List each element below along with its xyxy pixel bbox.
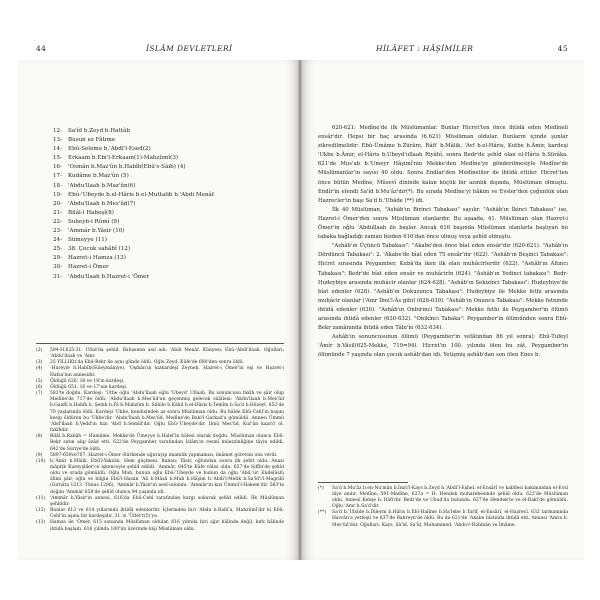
list-item: [44, 163, 244, 172]
list-item-name: Sümeyye (11): [68, 237, 107, 244]
right-page-number: 45: [557, 44, 568, 53]
footnote-marker: (5): [36, 378, 43, 384]
body-paragraph: "Ashâb'ın Üçüncü Tabakası": "Akabe'den önce bîat eden ensâr'dır (620-621). "Ashâb'ın Dördüncü Tabakası": 2. 'Akabe'de bîat eden 75 ensâr'dır (622). "Ashâb'ın Beşinci Tabakası": Hicret sırasında Peygamber, Kubâ'da iken ilk olan muhâcirlerdir (622). "Ashâb'ın Altıncı Tabakası": Bedr'de bîat eden ensâr ve muhâcirîn (624). "Ashâb'ın Yedinci tabakası": Bedr-Hudeybiye arasında muhâcir olanlar (624-628). "Ashâb'ın Sekizinci Tabakası": Hudeybiye'de bîat edenler (628). "Ashâb'ın Dokuzuncu Tabakası": Hudeybiye ile Mekke fethi arasında muhâcir olanlar ('Amr İbni'l-Âs gibi) (628-630). "Ashâb'ın Onuncu Tabakası": Mekke fetninde ihtidâ edenler (630). "Ashâb'ın Onbirinci Tabakası": Mekke fethi ile Peygamber'in ölümü arasında ihtidâ edenler (630-632). "Onikinci Tabaka": Peygamber'in ölümünden sonra Ebû-Bekr zamânında ihtidâ eden Tâbi'în (632-634).: [318, 243, 568, 332]
footnote-text: 5897-659ve707. Hazret-i Ömer ölürkende uğurayıp imamlık yapmamızı, imâmet görevini ona verdi.: [50, 452, 278, 458]
companions-list: [44, 127, 244, 282]
list-item-name: Ebû-Seleme b.'Abdi'l-Esed(2): [68, 146, 151, 153]
list-item: [44, 182, 244, 191]
right-footnote-rule: [318, 482, 408, 483]
list-item-name: Ebû-'Ubeyde b.el-Hâris b.el-Muttalib b.'Abdi Menâf: [68, 191, 214, 198]
list-item-number: 23-: [52, 228, 62, 235]
body-paragraph: 620-621: Medîne'de ilk Müslümanlar. Bunlar Hicret'ten önce ihtidâ eden Medîneli ensâr'dır. Hepsi bir haç arasında (6.621) Müslüman oldular. Bunların içinde şunlar zikredilmelidir: Ebû-Ümâme b.Zürâre, Râfi' b.Mâlik, 'Avf b.el-Hâris, Kutbe b.Âmir, kardeşi 'Ukbe b.Âmir, el-Hâris b.Ubeyd'ullaah Riyâhî, sonra Bedr'de şehîd olan el-Hâris b.Sürâka. 621'de Mus'ab b.'Umeyr Hâşimî'nin Mekke'den Medîne'ye gönderilmesiyle Medîne'de Müslümanlar'ın sayısı 40 oldu. Sonra Endîar'den Medîneliler de ihtidâ ettiler. Hicret'ten önce bütün Medîne, Mûsevî dininde kalan küçük bir azınlık dışında, Müslüman olmuştu. Endîr'in efendi Sa'îd b.Mu'âz'dır(*). Bu sırada Medîne'yi hâkim ve Evsler'den çoğunluk olan Hazrecler'in başı Sa'd b.'Ubâde (**) idi.: [318, 125, 568, 204]
list-item: [44, 245, 244, 254]
list-item-number: 18-: [52, 182, 62, 189]
list-item-number: 22-: [52, 218, 62, 225]
list-item: [44, 236, 244, 245]
list-item-name: 38. Çocuk sahâbî (12): [68, 246, 130, 253]
list-item-number: 15-: [52, 155, 62, 162]
list-item: [44, 273, 244, 282]
body-paragraph: İlk 40 Müslüman, "Ashâb'ın Birinci Tabakası" sayılır. "Ashâb'ın İkinci Tabakası" ise, Hazret-i Ömer'den sonra Müslüman olanlardır. Bu aşaada, 41. Müslüman olan Hazret-i Ömer'in oğlu 'Abdullaah ile başlar. Ancak 616 başında Müslüman olanlarla başlıyan bu tabaka bağladığı zaman bizden 616'dan önce olmuş veya şehîd olmuştu.: [318, 206, 568, 241]
list-item: [44, 127, 244, 136]
footnote-text: 583'te doğdu. Kardeşi: 'Utbe oğlu 'Abdu'llaah oğlu 'Ubeyd' Ullaah. Bu sonuncusu fakîh ve şâir olup Medîne'de 717'de öldü. 'Abdu'llaah b.Mes'ûd'un geçenmiş gelecek sülâlesi: 'Abdu'llaah b.Mes'ûd b.Gaafil b.Habîb b. Şemh b.Fâ b.Mahzûm b. Sâhile b.Kâhil b.el-Hâris b.Temîm b.Sa'd b.Hüzeyl. 652'de 70 yaşlarında öldü. Kardeşi 'Ukbe, kendisinden az sonra Müslüman oldu. Bu hâlde Ebû-Cehl'in başını kesip öldüren bu 'Ukbe'dir. 'Abdu'llaah b.Mes'ûd, Medîne'de Baki'l-Garkad'a gömüldü. Annesi Ümmü 'Abd'llaah b.Vedd'in kızı 'Abd b.Semîd'dir. Oğlu Ebû-'Ubeyde'dir. İbnü Mes'ûd, Kur'ân kaari'i ol. fakîhdir.: [50, 391, 284, 434]
list-item-name: Erkaam b.Ebi'l-Erkaam(1)-Mahzûmî(3): [68, 155, 179, 162]
footnote-text: 25 YILLIKtı'da Ebû-Bekr ile aynı günde öldü. Oğlu Zeyd, Küfe'de 680'den sonra öldü.: [50, 360, 245, 366]
list-item-number: 12-: [52, 128, 62, 134]
list-item-number: 19-: [52, 191, 62, 198]
list-item-number: 24-: [52, 237, 62, 244]
footnote-text: Hamza ile 'Ömer, 615 sonunda Müslüman oldular. 616 yılında biri ağır hâlinde değil, kırk hâlinde ihtidâ başladı. 616 yılında 100'ün üzerinde kişi Müslüman oldu.: [50, 520, 284, 532]
footnote: [36, 520, 284, 532]
list-item: [44, 218, 244, 227]
list-item: [44, 263, 244, 272]
list-item-name: Bilâl-i Habeşî(8): [68, 209, 114, 216]
list-item: [44, 254, 244, 263]
footnote-marker: (3): [36, 360, 43, 366]
book-gutter: [298, 60, 302, 560]
footnote-text: Öldüğü 651. 16 ve 17'nin kardeşi.: [50, 384, 128, 390]
list-item-number: 25-: [52, 246, 62, 253]
footnote-marker: (9): [36, 452, 43, 458]
list-item-name: Hazret-i Ömer: [68, 264, 109, 271]
footnote: [36, 459, 284, 496]
footnote-marker: (10): [36, 458, 46, 464]
left-page-number: 44: [36, 44, 47, 53]
footnote-marker: (12): [36, 508, 46, 514]
list-item-name: Kudâme b.Maz'ûn (5): [68, 173, 129, 180]
footnote: [36, 496, 284, 508]
list-item: [44, 136, 244, 145]
list-item-number: 13-: [52, 137, 62, 144]
body-paragraph: Ashâb'ın sonuncusunun ölümü (Peygamber'in vefâtından 86 yıl sonra): Ebû-Tufeyl 'Âmir b.Vâsil(625-Mekke, 719=94). Hicret'in 100. yılında ölen bu zât, Peygamber'in ölümünde 7 yaşında olan çocuk ashâb'dan idi. Yetişmiş ashâb'dan son ölen Enes b.: [318, 334, 568, 359]
list-item-name: Hazret-i Hamza (13): [68, 255, 126, 262]
list-item-number: 30-: [52, 264, 62, 271]
list-item-number: 29-: [52, 255, 62, 262]
list-item-number: 14-: [52, 146, 62, 153]
list-item-name: Sa'îd b.Zeyd b.Hattâb: [68, 128, 130, 134]
footnote-marker: (8): [36, 434, 43, 440]
list-item: [44, 191, 244, 200]
list-item: [44, 145, 244, 154]
left-footnote-rule: [36, 343, 284, 344]
footnote-text: 'Ammâr b.Yâsir'in annesi. 616'da Ebû-Cehl tarafından kargı sokarak şehîd edildi. İlk Müslüman şehîddir.: [50, 495, 284, 507]
footnote-marker: (2): [36, 348, 43, 353]
footnote: [318, 510, 568, 528]
footnote-text: Bunlar 613 ve 614 yıllarında ihtidâ edenlerdir. İçlerinden biri 'Abdu b.Rabî'a, Mahzûmî'dir ki Ebû-Cehl'in aşına bir kardeşidir. 31.'si 'Ülfet'r(5)'ye.: [50, 508, 284, 520]
list-item-number: 20-: [52, 200, 62, 207]
footnote-text: b.'Âmir b.Mâlik. Ebû'l-Yakzân. Hem güçmeni. Baban: Yâsir, oğlundan sonra ilk şehit oldu. Anası mâprik Kureyşliler'ce işkenceyle şehîd edildi. 'Ammâr, 645'te Kûfe vâlisi oldu. 657'de Sıffîn'de şehîd oldu ve orada gömüldü. Oğlu Muh. bunun oğlu Ebû-'Ubeyde ve bunun da oğlu 'Abd.'ur. Endelûslü âlimi şâir, oğlu ve bilgin Ebû'l-Hasan 'Ali b.Mâsâ b.Muh b.Hâşim b.'Abdi'l-Melik b.Sa'îd'i'l-Magribî (Gırnâta 1213 -Tûnus 1286), 'Ammâr b.Yâsir'in nesl-iulundu. 'Ammâr'ın kızı Ümmü'l-Hakem'dir. 563'te doğan 'Ammâr 658'de şehîd olunca 94 yaşında idi.: [50, 458, 284, 495]
left-running-title: İSLÂM DEVLETLERİ: [146, 44, 233, 53]
footnote-marker: (*): [318, 486, 324, 491]
list-item-number: 31-: [52, 273, 62, 280]
footnote-marker: (**): [318, 510, 327, 516]
footnote-marker: (7): [36, 391, 43, 397]
footnote: [36, 366, 284, 378]
footnote-text: -Hureyle b.Habîb(Süleymâniye). 'Oşmân'ın kızkardeşi Zeyneb, Hazret-i Ömer'in eşi ve Hazret-i Hafsa'nın annesidir.: [50, 366, 284, 378]
footnote: [318, 486, 568, 510]
footnote-marker: (11): [36, 495, 46, 501]
right-body-text: [318, 124, 568, 360]
list-item-name: 'Abdu'llaah b.Hazret-i 'Ömer: [68, 273, 150, 280]
footnote-marker: (13): [36, 520, 46, 526]
list-item-number: 17-: [52, 173, 62, 180]
footnote-text: 594-H.625-31. Ufud'da şehîd. Babasının asıl adı: 'Abdi Menâf. Künyesi: Ebû-'Abdi'llaah. Oğulları: 'Abdu'llaah ve 'Amr.: [50, 348, 284, 360]
right-running-title: HİLÂFET : HÂŞİMİLER: [376, 44, 474, 53]
list-item: [44, 209, 244, 218]
footnote: [36, 348, 284, 360]
list-item-name: Suheyb-i Rûmî (9): [68, 218, 120, 225]
list-item-name: 'Abdu'llaah b.Mes'ûd(7): [68, 200, 136, 207]
footnote-text: Bilâl b.Rabâh = Hamâme. Mekke'de Ümeyye b.Halef'in kölesi olarak doğdu. Müslüman olunca Ebû-Bekr satın alıp âzâd etti. 622'de Peygamber tarafından İslâm'ın resmî müezzinliğine tâyin edildi. 642'de Suriye'de öldü.: [50, 434, 284, 452]
list-item-number: 16-: [52, 164, 62, 171]
footnote: [36, 508, 284, 520]
footnote-marker: (6): [36, 384, 43, 390]
left-footnotes: [36, 348, 284, 533]
list-item-number: 21-: [52, 209, 62, 216]
list-item: [44, 200, 244, 209]
footnote-text: Sa'd b.'Ubâde b.Dileym b.Hâris b.Ebî-Halîme b.Ha'lebe b.Tarîf, el-Ensârî, el-Hazrecî. 632 tarmanında Havrân'a yerleşti ve 637'de Bahreyn'de öldü. Bu da 621'de 'Akabe bîatında ihtidâ etti. Annesi 'Amra b. Mes'ûd'dur. Oğulları: Kays, Sâ'îd, Sa'îd, Muhammed, 'Abdu'r-Rahmân ve İmâme.: [332, 510, 568, 528]
footnote: [36, 434, 284, 452]
list-item-name: 'Osmân b.Maz'ûn b.Habîb(Ebû's-Sâib) (4): [68, 164, 186, 171]
footnote: [36, 391, 284, 434]
list-item: [44, 154, 244, 163]
right-footnotes: [318, 486, 568, 529]
footnote-text: Öldüğü 626. 16 ve 18'in kardeşi.: [50, 378, 125, 384]
list-item: [44, 227, 244, 236]
footnote-text: Sa'd b.Mu'âz b.en-Nu'mân b.İmri'l-Kays b.Zeyd b.'Abdi'l-Eşhel, el-Ensârî ve kabîlesi bakımından el-Evsî diye anılır. Medîne, 591-Medîne, 627a = H. Hendek muharebesinde şehîd oldu. 622'de Müslüman oldu. Annesi Kebşe b. Râfi'dir. Bedr'de ve Uhud'da bulundu. 627'de Hendek'te ve el-Bakî'de gömüldü. Oğlu 'Amr b.Sa'd'dir.: [332, 486, 568, 510]
list-item: [44, 172, 244, 181]
list-item-name: Busun ez Fâtıme: [68, 137, 116, 144]
footnote-marker: (4): [36, 366, 43, 372]
list-item-name: 'Abdu'llaah b.Maz'ûn(6): [68, 182, 136, 189]
list-item-name: 'Ammâr b.Yâsir (10): [68, 228, 125, 235]
